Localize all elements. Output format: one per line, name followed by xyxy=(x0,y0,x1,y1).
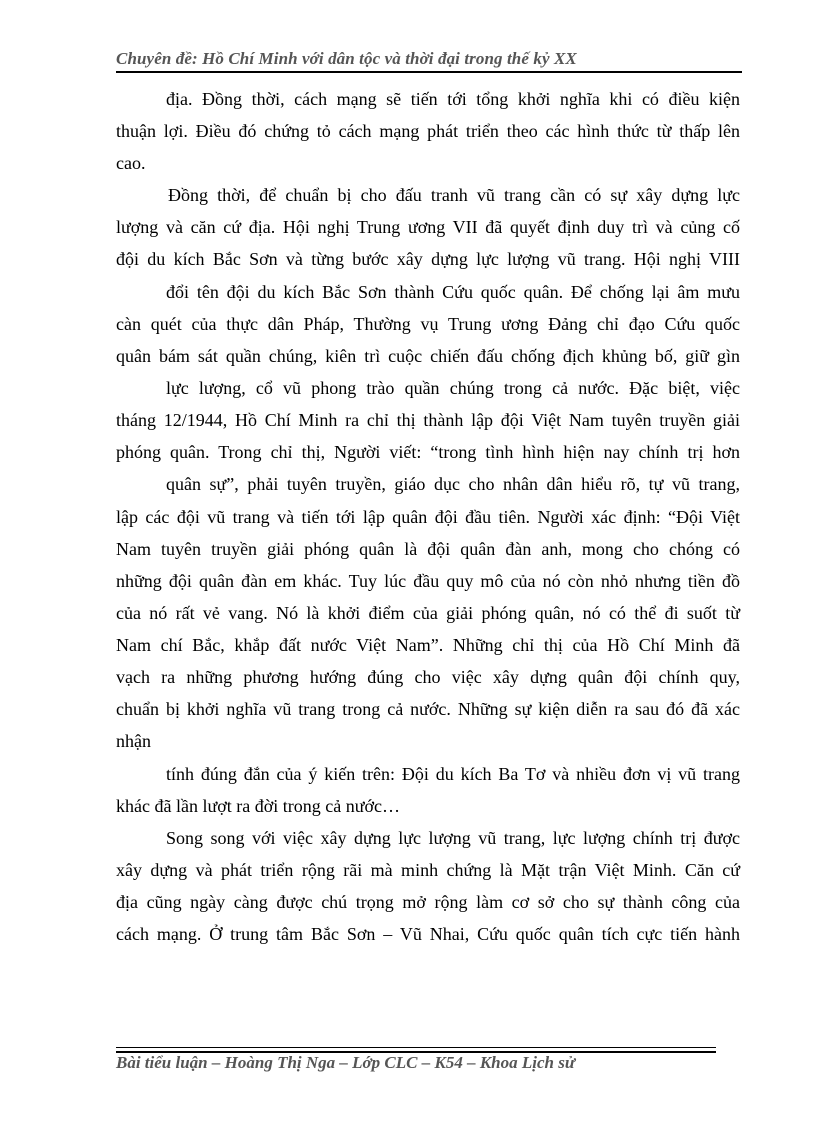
text-line: của nó rất vẻ vang. Nó là khởi điểm của giải phóng quân, nó có thể đi suốt từ xyxy=(116,603,740,623)
text-line: vạch ra những phương hướng đúng cho việc xây dựng quân đội chính quy, xyxy=(116,667,740,687)
text-line: tính đúng đắn của ý kiến trên: Đội du kích Ba Tơ và nhiều đơn vị vũ trang xyxy=(166,764,740,784)
text-line: phóng quân. Trong chỉ thị, Người viết: “trong tình hình hiện nay chính trị hơn xyxy=(116,442,740,462)
text-line: quân sự”, phải tuyên truyền, giáo dục cho nhân dân hiểu rõ, tự vũ trang, xyxy=(166,474,740,494)
text-line: chuẩn bị khởi nghĩa vũ trang trong cả nước. Những sự kiện diễn ra sau đó đã xác xyxy=(116,699,740,719)
text-line: Nam tuyên truyền giải phóng quân là đội quân đàn anh, mong cho chóng có xyxy=(116,539,740,559)
footer-rule xyxy=(116,1047,716,1048)
text-line: lượng và căn cứ địa. Hội nghị Trung ương VII đã quyết định duy trì và củng cố xyxy=(116,217,740,237)
text-line: cách mạng. Ở trung tâm Bắc Sơn – Vũ Nhai, Cứu quốc quân tích cực tiến hành xyxy=(116,924,740,944)
header-rule xyxy=(116,71,742,73)
text-line: khác đã lần lượt ra đời trong cả nước… xyxy=(116,796,400,816)
text-line: nhận xyxy=(116,731,151,751)
text-line: đổi tên đội du kích Bắc Sơn thành Cứu quốc quân. Để chống lại âm mưu xyxy=(166,282,740,302)
text-line: Đồng thời, để chuẩn bị cho đấu tranh vũ trang cần có sự xây dựng lực xyxy=(168,185,740,205)
text-line: thuận lợi. Điều đó chứng tỏ cách mạng phát triển theo các hình thức từ thấp lên xyxy=(116,121,740,141)
text-line: lực lượng, cổ vũ phong trào quần chúng trong cả nước. Đặc biệt, việc xyxy=(166,378,740,398)
text-line: xây dựng và phát triển rộng rãi mà minh chứng là Mặt trận Việt Minh. Căn cứ xyxy=(116,860,740,880)
text-line: lập các đội vũ trang và tiến tới lập quân đội đầu tiên. Người xác định: “Đội Việt xyxy=(116,507,740,527)
text-line: cao. xyxy=(116,153,146,173)
text-line: Nam chí Bắc, khắp đất nước Việt Nam”. Những chỉ thị của Hồ Chí Minh đã xyxy=(116,635,740,655)
text-line: tháng 12/1944, Hồ Chí Minh ra chỉ thị thành lập đội Việt Nam tuyên truyền giải xyxy=(116,410,740,430)
text-line: quân bám sát quần chúng, kiên trì cuộc chiến đấu chống địch khủng bố, giữ gìn xyxy=(116,346,740,366)
text-line: địa. Đồng thời, cách mạng sẽ tiến tới tổng khởi nghĩa khi có điều kiện xyxy=(166,89,740,109)
text-line: càn quét của thực dân Pháp, Thường vụ Trung ương Đảng chỉ đạo Cứu quốc xyxy=(116,314,740,334)
text-line: Song song với việc xây dựng lực lượng vũ trang, lực lượng chính trị được xyxy=(166,828,740,848)
text-line: đội du kích Bắc Sơn và từng bước xây dựng lực lượng vũ trang. Hội nghị VIII xyxy=(116,249,740,269)
text-line: những đội quân đàn em khác. Tuy lúc đầu quy mô của nó còn nhỏ nhưng tiền đồ xyxy=(116,571,740,591)
text-line: địa cũng ngày càng được chú trọng mở rộng làm cơ sở cho sự thành công của xyxy=(116,892,740,912)
page-footer-text: Bài tiểu luận – Hoàng Thị Nga – Lớp CLC – K54 – Khoa Lịch sử xyxy=(116,1053,576,1072)
page-header-title: Chuyên đề: Hồ Chí Minh với dân tộc và thời đại trong thế kỷ XX xyxy=(116,49,577,68)
